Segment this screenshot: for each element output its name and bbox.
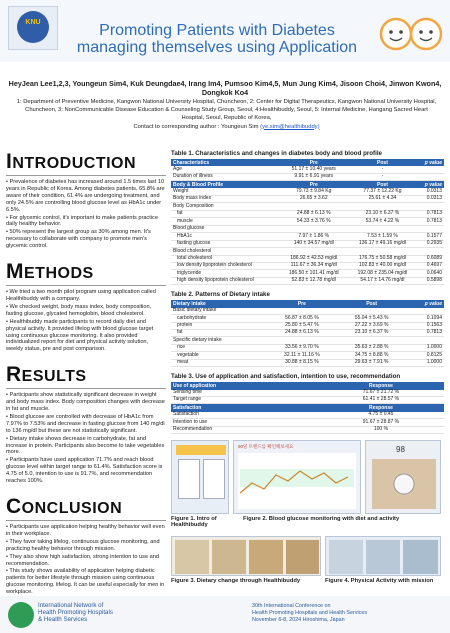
- table-cell: triglyceride: [171, 270, 279, 277]
- network-line: International Network of: [38, 602, 104, 609]
- table-cell: 0.0640: [417, 270, 444, 277]
- table-cell: 1.0000: [406, 344, 444, 351]
- heading-rest: ETHODS: [24, 265, 94, 283]
- conference-line: November 6-8, 2024 Hiroshima, Japan: [252, 616, 345, 623]
- meal-photo-graphic: [286, 540, 319, 574]
- table-cell: [338, 308, 406, 315]
- results-heading: [6, 363, 166, 389]
- conclusion-bullet: • Participants use application helping healthy behavior well even in their workplace.: [6, 524, 165, 537]
- table-cell: carbohydrate: [171, 315, 266, 322]
- table-cell: 0.0313: [417, 188, 444, 195]
- table-cell: 51.17 ± 10.40 years: [279, 166, 348, 173]
- table-row: [171, 322, 444, 329]
- table-row: [171, 337, 444, 344]
- introduction-body: [6, 179, 166, 250]
- table-cell: 61.41 ± 28.57 %: [318, 397, 444, 404]
- table-row: [171, 412, 444, 419]
- hph-network-logo-icon: [8, 602, 34, 628]
- table-cell: fat: [171, 330, 266, 337]
- phone-screen-graphic: [178, 459, 200, 499]
- table-row: [171, 225, 444, 232]
- poster-header: [0, 0, 450, 62]
- table-cell: 100 %: [318, 426, 444, 433]
- figure3-image: [171, 536, 321, 576]
- network-name: [38, 602, 113, 624]
- table-cell: 0.1563: [406, 322, 444, 329]
- table1-subheader-cell: Body & Blood Profile: [171, 181, 279, 189]
- table-row: [171, 426, 444, 433]
- table-row: [171, 419, 444, 426]
- table3-header-cell: Use of application: [171, 382, 318, 389]
- table-row: [171, 195, 444, 202]
- table-cell: 33.56 ± 9.70 %: [266, 344, 338, 351]
- table-cell: 77.37 ± 12.22 Kg: [348, 188, 417, 195]
- table-cell: [417, 203, 444, 210]
- table2: [171, 300, 444, 367]
- table-cell: [348, 203, 417, 210]
- table-cell: 186.92 ± 42.53 mg/dl: [279, 255, 348, 262]
- table2-header-cell: Dietary intake: [171, 300, 266, 307]
- methods-heading: [6, 260, 166, 286]
- conference-line: 30th International Conference on: [252, 603, 331, 609]
- table-cell: meat: [171, 359, 266, 366]
- table-cell: Weight: [171, 188, 279, 195]
- table-cell: Sensing time: [171, 390, 318, 397]
- table-cell: Body mass index: [171, 195, 279, 202]
- logo-emblem-icon: [17, 11, 49, 43]
- conference-line: Health Promoting Hospitals and Health Services: [252, 609, 368, 616]
- table-cell: 7.97 ± 1.86 %: [279, 233, 348, 240]
- figure2-image: [233, 440, 361, 514]
- methods-body: [6, 289, 166, 353]
- conclusion-heading: [6, 495, 166, 521]
- table-cell: 32.11 ± 11.16 %: [266, 352, 338, 359]
- table-cell: 0.1094: [406, 315, 444, 322]
- table-row: [171, 233, 444, 240]
- table3-header-cell: Response: [318, 382, 444, 389]
- figure2b-image: [365, 440, 441, 514]
- table-cell: 71.67 ± 21.72 %: [318, 390, 444, 397]
- table-cell: [266, 308, 338, 315]
- left-column: [6, 150, 166, 606]
- conclusion-bullet: • They favor taking lifelog, continuous glucose monitoring, and practicing healthy behavior through mission.: [6, 538, 160, 552]
- mascot-icon: [378, 10, 444, 54]
- table-cell: 26.65 ± 3.62: [279, 195, 348, 202]
- glucose-trend-graphic: [238, 453, 356, 509]
- figure2-caption: Figure 2. Blood glucose monitoring with diet and activity: [243, 516, 400, 523]
- table-cell: 192.08 ± 235.04 mg/dl: [348, 270, 417, 277]
- table-cell: Recommendation: [171, 426, 318, 433]
- table1-header-cell: Pre: [279, 159, 348, 166]
- table-cell: 53.74 ± 4.22 %: [348, 218, 417, 225]
- table2-header-cell: p value: [406, 300, 444, 307]
- table-row: [171, 277, 444, 284]
- meal-photo-graphic: [249, 540, 283, 574]
- table-cell: 4.75 ± 0.45: [318, 412, 444, 419]
- table-cell: Intention to use: [171, 419, 318, 426]
- conclusion-bullet: • This study shows availability of application helping diabetic patients for better lifestyle through mission using continuous glucose monitoring. lifelog. It can be useful especially for men in workplace.: [6, 568, 165, 596]
- phone-screen-graphic: [203, 459, 225, 499]
- table-cell: HbA1c: [171, 233, 279, 240]
- table1-header-cell: Post: [348, 159, 417, 166]
- table-row: [171, 263, 444, 270]
- table-cell: 136.17 ± 49.16 mg/dl: [348, 240, 417, 247]
- table-row: [171, 248, 444, 255]
- intro-bullet: • Prevalence of diabetes has increased around 1.5 times last 10 years in Republic of Korea. Among diabetes patients, 65.8% are aware of their condition, 61.4% are undergoing treatment, and only 24.5% are controlling blood glucose level as HbA1c under 6.5%.: [6, 179, 165, 213]
- table-cell: 55.04 ± 5.43 %: [338, 315, 406, 322]
- activity-photo-graphic: [366, 540, 400, 574]
- heading-initial: M: [6, 260, 24, 284]
- table-cell: [348, 225, 417, 232]
- table-cell: 0.2935: [417, 240, 444, 247]
- table-cell: 0.8125: [406, 352, 444, 359]
- table-cell: 56.87 ± 8.05 %: [266, 315, 338, 322]
- table-cell: [417, 166, 444, 173]
- table-cell: Blood glucose: [171, 225, 279, 232]
- title-line-2: managing themselves using Application: [76, 39, 358, 56]
- table-cell: 0.4697: [417, 263, 444, 270]
- table-cell: Blood cholesterol: [171, 248, 279, 255]
- table-cell: 9.91 ± 6.91 years: [279, 173, 348, 180]
- activity-photo-graphic: [403, 540, 438, 574]
- table-cell: Basic dietary intake: [171, 308, 266, 315]
- contact-label: Contact to corresponding author : Youngeun Sim: [133, 123, 259, 130]
- table-row: [171, 390, 444, 397]
- table-cell: 0.7813: [417, 210, 444, 217]
- heading-rest: ESULTS: [21, 368, 87, 386]
- table-row: [171, 270, 444, 277]
- glucose-value-text: 98: [396, 445, 405, 455]
- table-cell: 24.88 ± 6.13 %: [279, 210, 348, 217]
- table-cell: muscle: [171, 218, 279, 225]
- results-bullet: • Participants show statistically significant decrease in weight and body mass index. Body composition changes with decrease in fat and muscle.: [6, 392, 165, 413]
- table2-header-cell: Post: [338, 300, 406, 307]
- table-cell: 0.5898: [417, 277, 444, 284]
- table-cell: 7.53 ± 1.59 %: [348, 233, 417, 240]
- table1-subheader-cell: Pre: [279, 181, 348, 189]
- table-cell: [417, 173, 444, 180]
- methods-bullet: • We tried a two month pilot program using application called Healthibuddy with a company.: [6, 289, 156, 302]
- methods-bullet: • Healthibuddy made participants to record daily diet and physical activity. It provided lifelog with blood glucose target using continuous glucose monitoring. It also provided individualized report for diet and physical activity solution, weekly status, pre and post comparison.: [6, 318, 154, 353]
- heading-rest: NTRODUCTION: [12, 155, 137, 172]
- results-bullet: • Blood glucose are controlled with decrease of HbA1c from 7.97% to 7.53% and decrease in fasting glucose from 140 mg/dl to 136 mg/dl but these are not statistically significant.: [6, 413, 165, 434]
- intro-bullet: • For glycemic control, it's important to make patients practice daily healthy behavior.: [6, 214, 158, 228]
- table-row: [171, 255, 444, 262]
- conclusion-bullet: • They also show high satisfaction, strong intention to use and recommendation.: [6, 553, 159, 567]
- affiliations: [14, 98, 439, 131]
- table-cell: [266, 337, 338, 344]
- table-cell: protein: [171, 322, 266, 329]
- table2-header-cell: Pre: [266, 300, 338, 307]
- table-row: [171, 210, 444, 217]
- table-cell: 23.10 ± 6.37 %: [338, 330, 406, 337]
- table3-subheader-cell: Response: [318, 404, 444, 412]
- table-row: [171, 203, 444, 210]
- table1-subheader-cell: Post: [348, 181, 417, 189]
- table-row: [171, 344, 444, 351]
- author-list: HeyJean Lee1,2,3, Youngeun Sim4, Kuk Deungdae4, Irang Im4, Pumsoo Kim4,5, Mun Jung Kim4, Jisoon Choi4, Jinwon Kwon4, Dongkok Ko4: [8, 79, 442, 97]
- logo-text: KNU: [25, 19, 41, 26]
- table-cell: [279, 248, 348, 255]
- contact-email-link[interactable]: (ye.sim@healthibuddy): [260, 123, 320, 130]
- table-cell: 111.67 ± 36.34 mg/dl: [279, 263, 348, 270]
- table-row: [171, 330, 444, 337]
- table-cell: -: [348, 166, 417, 173]
- table-cell: fat: [171, 210, 279, 217]
- table-cell: 0.7813: [417, 218, 444, 225]
- table-cell: [279, 225, 348, 232]
- figure4-caption: Figure 4. Physical Activity with mission: [325, 578, 434, 585]
- table-row: [171, 173, 444, 180]
- table-row: [171, 352, 444, 359]
- table-cell: Age: [171, 166, 279, 173]
- app-header-graphic: [176, 445, 226, 455]
- table-cell: 52.83 ± 12.78 mg/dl: [279, 277, 348, 284]
- table-cell: Target range: [171, 397, 318, 404]
- intro-bullet: • 50% represent the largest group as 30% among men. It's necessary to collaborate with company to promote men's glycemic control.: [6, 229, 151, 250]
- heading-rest: ONCLUSION: [21, 500, 123, 517]
- table-cell: 25.61 ± 4.34: [348, 195, 417, 202]
- table-cell: 34.75 ± 8.88 %: [338, 352, 406, 359]
- figure3-caption: Figure 3. Dietary change through Healthibuddy: [171, 578, 301, 585]
- table1-subheader-cell: p value: [417, 181, 444, 189]
- figure1-image: [171, 440, 229, 514]
- table1-header-cell: p value: [417, 159, 444, 166]
- table-cell: Specific dietary intake: [171, 337, 266, 344]
- table-cell: Satisfaction: [171, 412, 318, 419]
- table-cell: [279, 203, 348, 210]
- table-cell: 35.63 ± 2.88 %: [338, 344, 406, 351]
- table-cell: rice: [171, 344, 266, 351]
- title-line-1: Promoting Patients with Diabetes: [99, 22, 335, 39]
- screen-banner-text: 90일 트렌드를 확인해보세요: [238, 444, 294, 450]
- table-row: [171, 240, 444, 247]
- table-cell: Body Composition: [171, 203, 279, 210]
- figures-panel: [171, 440, 444, 585]
- figure4-image: [325, 536, 441, 576]
- table-cell: 54.17 ± 14.76 mg/dl: [348, 277, 417, 284]
- table-row: [171, 397, 444, 404]
- table-cell: [417, 248, 444, 255]
- university-logo: [8, 6, 58, 50]
- table-cell: low density lipoprotein cholesterol: [171, 263, 279, 270]
- table-row: [171, 308, 444, 315]
- table-cell: 186.50 ± 101.41 mg/dl: [279, 270, 348, 277]
- sensor-photo-graphic: [372, 459, 436, 509]
- table-cell: vegetable: [171, 352, 266, 359]
- poster-title: [62, 22, 372, 56]
- results-bullet: • Participants have used application 71.7% and reach blood glucose level within target range to 61.4%. Satisfaction score is 4.75 of 5.0, intention to use is 91.7%, and recommendation reaches 100%.: [6, 457, 163, 485]
- table-row: [171, 359, 444, 366]
- table-cell: high density lipoprotein cholesterol: [171, 277, 279, 284]
- results-body: [6, 392, 166, 485]
- table-cell: fasting glucose: [171, 240, 279, 247]
- table-cell: 176.75 ± 50.58 mg/dl: [348, 255, 417, 262]
- table3: [171, 382, 444, 434]
- activity-photo-graphic: [329, 540, 363, 574]
- table-cell: 140 ± 34.57 mg/dl: [279, 240, 348, 247]
- table1-caption: Table 1. Characteristics and changes in diabetes body and blood profile: [171, 150, 382, 157]
- table-row: [171, 218, 444, 225]
- meal-photo-graphic: [175, 540, 209, 574]
- table1: [171, 159, 444, 285]
- table-cell: 25.80 ± 5.47 %: [266, 322, 338, 329]
- table-cell: 54.33 ± 3.76 %: [279, 218, 348, 225]
- affiliation-text: 1: Department of Preventive Medicine, Kangwon National University Hospital, Chuncheon, 2: Center for Digital Therapeutics, Kangwon National University Hospital, Chuncheon, 3: NonCommunicable Disease Education & Counseling Study Group, Seoul, 4:Healthibuddy, Seoul, 5: Internal Medicine, Hangang Sacred Heart Hospital, Seoul, Republic of Korea,: [16, 99, 437, 122]
- table-cell: [406, 308, 444, 315]
- heading-initial: R: [6, 363, 22, 387]
- poster-footer: [0, 596, 450, 633]
- table-cell: 30.88 ± 8.15 %: [266, 359, 338, 366]
- conference-info: [252, 603, 367, 623]
- table-cell: [348, 248, 417, 255]
- table-row: [171, 315, 444, 322]
- table-cell: 0.6089: [417, 255, 444, 262]
- table-cell: 0.1577: [417, 233, 444, 240]
- table-cell: [417, 225, 444, 232]
- table-cell: 0.0313: [417, 195, 444, 202]
- table-cell: 29.63 ± 7.91 %: [338, 359, 406, 366]
- table-cell: 24.88 ± 6.13 %: [266, 330, 338, 337]
- table2-caption: Table 2. Patterns of Dietary intake: [171, 291, 270, 299]
- table-cell: [338, 337, 406, 344]
- table-cell: 0.7813: [406, 330, 444, 337]
- table-cell: 91.67 ± 28.87 %: [318, 419, 444, 426]
- results-bullet: • Dietary intake shows decrease in carbohydrate, fat and increase in protein. Participants also become to take vegetables more.: [6, 435, 165, 456]
- table-cell: 23.10 ± 6.37 %: [348, 210, 417, 217]
- meal-photo-graphic: [212, 540, 246, 574]
- heading-initial: I: [6, 150, 13, 173]
- right-column: [171, 150, 444, 585]
- conclusion-body: [6, 524, 166, 596]
- methods-bullet: • We checked weight, body mass index, body composition, fasting glucose, glycated hemoglobin, blood cholesterol.: [6, 303, 152, 317]
- table3-subheader-cell: Satisfaction: [171, 404, 318, 412]
- table3-caption: Table 3. Use of application and satisfaction, intention to use, recommendation: [171, 373, 401, 381]
- table-cell: [406, 337, 444, 344]
- introduction-heading: [6, 150, 166, 176]
- table-cell: 1.0000: [406, 359, 444, 366]
- table-cell: total cholesterol: [171, 255, 279, 262]
- network-line: Health Promoting Hospitals: [38, 609, 113, 617]
- table-cell: Duration of illness: [171, 173, 279, 180]
- table-cell: 79.73 ± 9.84 Kg: [279, 188, 348, 195]
- table1-header-cell: Characteristics: [171, 159, 279, 166]
- network-line: & Health Services: [38, 616, 88, 624]
- table-cell: -: [348, 173, 417, 180]
- table-cell: 27.22 ± 3.69 %: [338, 322, 406, 329]
- heading-initial: C: [6, 495, 22, 518]
- figure1-caption: Figure 1. Intro of Healthibuddy: [171, 516, 217, 529]
- table-cell: 102.83 ± 40.00 mg/dl: [348, 263, 417, 270]
